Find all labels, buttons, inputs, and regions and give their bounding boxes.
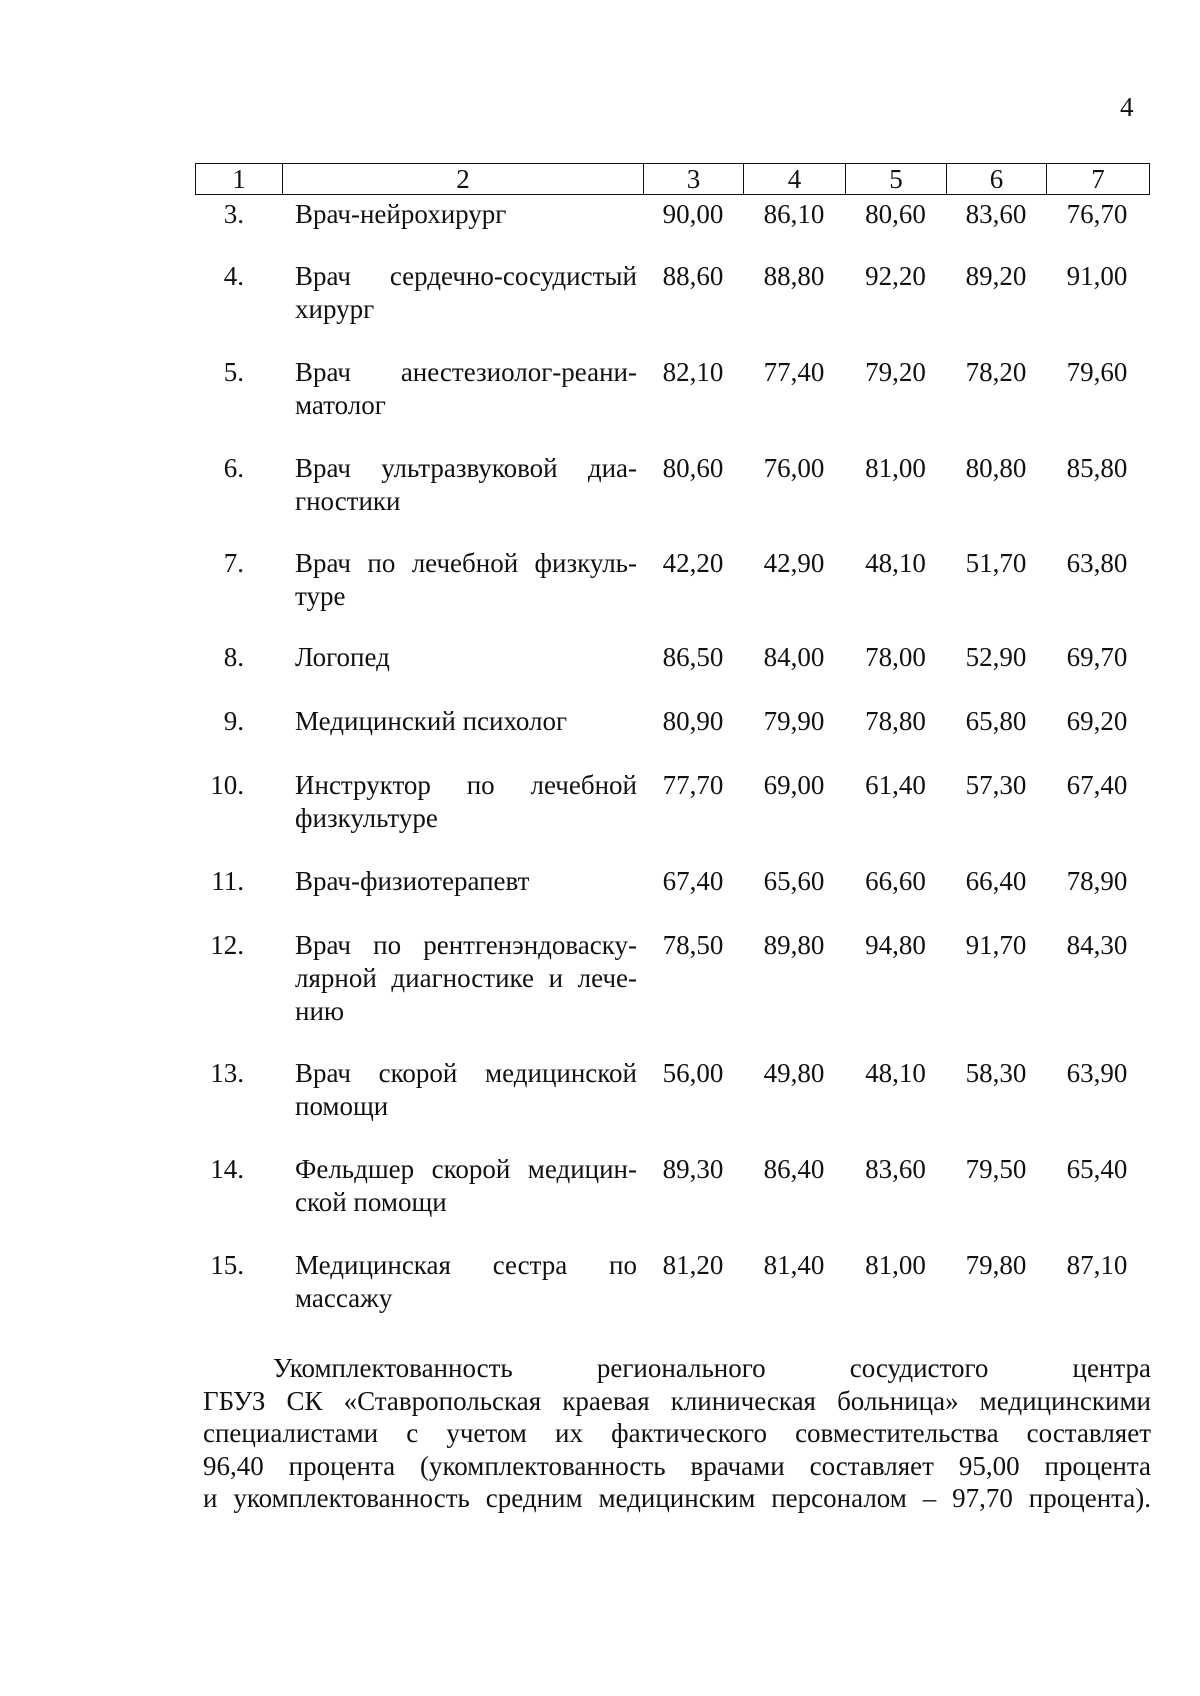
table-row	[195, 198, 1150, 231]
value-cell: 81,40	[763, 1250, 825, 1280]
value-cell: 61,40	[865, 770, 926, 800]
specialty-name-line: Врач-нейрохирург	[295, 199, 507, 229]
specialty-name-line: ской помощи	[295, 1187, 447, 1217]
value-cell: 69,70	[1066, 642, 1128, 672]
table-row	[195, 1249, 1150, 1315]
value-cell: 83,60	[965, 199, 1027, 229]
value-cell: 89,20	[965, 261, 1027, 291]
specialty-name-line: нию	[295, 996, 345, 1026]
value-cell: 78,20	[965, 357, 1027, 387]
value-cell: 91,00	[1066, 261, 1128, 291]
row-specialty-name	[282, 547, 643, 613]
header-cell: 4	[744, 164, 846, 194]
value-cell: 67,40	[662, 866, 724, 896]
row-specialty-name	[282, 452, 643, 518]
value-cell: 69,00	[763, 770, 825, 800]
table-row	[195, 260, 1150, 326]
value-cell: 77,40	[763, 357, 825, 387]
row-specialty-name	[282, 769, 643, 835]
value-cell: 65,80	[965, 706, 1027, 736]
paragraph-line: и укомплектованность средним медицинским персоналом – 97,70 процента).	[203, 1483, 1151, 1513]
table-row	[195, 356, 1150, 422]
value-cell: 63,90	[1066, 1058, 1128, 1088]
table-row	[195, 865, 1150, 898]
value-cell: 65,40	[1066, 1154, 1128, 1184]
row-number: 11.	[211, 866, 244, 896]
header-cell: 5	[846, 164, 947, 194]
value-cell: 85,80	[1066, 453, 1128, 483]
value-cell: 87,10	[1066, 1250, 1128, 1280]
specialty-name-line: Инструктор по лечебной	[295, 770, 637, 800]
header-cell: 3	[644, 164, 744, 194]
specialty-name-line: Врач по рентгенэндоваску-	[295, 930, 637, 960]
row-specialty-name	[282, 1249, 643, 1315]
value-cell: 81,00	[865, 1250, 926, 1280]
specialty-name-line: хирург	[295, 294, 375, 324]
value-cell: 79,90	[763, 706, 825, 736]
row-specialty-name	[282, 641, 643, 674]
specialty-name-line: Врач ультразвуковой диа-	[295, 453, 637, 483]
table-row	[195, 1057, 1150, 1123]
value-cell: 89,80	[763, 930, 825, 960]
value-cell: 78,90	[1066, 866, 1128, 896]
value-cell: 82,10	[662, 357, 724, 387]
value-cell: 76,00	[763, 453, 825, 483]
table-row	[195, 641, 1150, 674]
header-cell: 2	[283, 164, 644, 194]
row-number: 8.	[223, 642, 244, 672]
specialty-name-line: Врач скорой медицинской	[295, 1058, 637, 1088]
value-cell: 69,20	[1066, 706, 1128, 736]
row-number: 9.	[223, 706, 244, 736]
value-cell: 81,20	[662, 1250, 724, 1280]
value-cell: 83,60	[865, 1154, 926, 1184]
table-row	[195, 769, 1150, 835]
row-number: 15.	[210, 1250, 244, 1280]
paragraph-line: 96,40 процента (укомплектованность врачами составляет 95,00 процента	[203, 1450, 1151, 1481]
row-number: 6.	[223, 453, 244, 483]
row-specialty-name	[282, 865, 643, 898]
row-number: 10.	[210, 770, 244, 800]
value-cell: 63,80	[1066, 548, 1128, 578]
value-cell: 80,60	[865, 199, 926, 229]
value-cell: 86,10	[763, 199, 825, 229]
value-cell: 79,60	[1066, 357, 1128, 387]
row-number: 13.	[210, 1058, 244, 1088]
table-row	[195, 452, 1150, 518]
table-row	[195, 1153, 1150, 1219]
table-row	[195, 929, 1150, 1028]
row-specialty-name	[282, 198, 643, 231]
value-cell: 80,80	[965, 453, 1027, 483]
header-cell: 7	[1091, 164, 1105, 194]
value-cell: 92,20	[865, 261, 926, 291]
value-cell: 88,80	[763, 261, 825, 291]
specialty-name-line: Врач-физиотерапевт	[295, 866, 530, 896]
value-cell: 91,70	[965, 930, 1027, 960]
specialty-name-line: Фельдшер скорой медицин-	[295, 1154, 637, 1184]
row-specialty-name	[282, 1153, 643, 1219]
value-cell: 42,20	[662, 548, 724, 578]
value-cell: 78,50	[662, 930, 724, 960]
row-specialty-name	[282, 356, 643, 422]
value-cell: 76,70	[1066, 199, 1128, 229]
paragraph-line: специалистами с учетом их фактического совместительства составляет	[203, 1418, 1151, 1448]
specialty-name-line: матолог	[295, 390, 386, 420]
specialty-name-line: физкультуре	[295, 803, 438, 833]
value-cell: 48,10	[865, 1058, 926, 1088]
value-cell: 78,80	[865, 706, 926, 736]
specialty-name-line: Врач сердечно-сосудистый	[295, 261, 637, 291]
row-number: 14.	[210, 1154, 244, 1184]
header-cell: 1	[196, 164, 283, 194]
value-cell: 94,80	[865, 930, 926, 960]
specialty-name-line: Логопед	[295, 642, 390, 672]
value-cell: 49,80	[763, 1058, 825, 1088]
row-specialty-name	[282, 1057, 643, 1123]
value-cell: 66,60	[865, 866, 926, 896]
value-cell: 42,90	[763, 548, 825, 578]
value-cell: 78,00	[865, 642, 926, 672]
table-row	[195, 547, 1150, 613]
value-cell: 51,70	[965, 548, 1027, 578]
value-cell: 84,00	[763, 642, 825, 672]
specialty-name-line: помощи	[295, 1091, 389, 1121]
value-cell: 52,90	[965, 642, 1027, 672]
page-number: 4	[1120, 92, 1134, 122]
value-cell: 77,70	[662, 770, 724, 800]
value-cell: 88,60	[662, 261, 724, 291]
value-cell: 79,80	[965, 1250, 1027, 1280]
body-paragraph	[203, 1352, 1151, 1515]
value-cell: 84,30	[1066, 930, 1128, 960]
value-cell: 90,00	[662, 199, 724, 229]
header-cell: 6	[947, 164, 1047, 194]
paragraph-line: ГБУЗ СК «Ставропольская краевая клиническая больница» медицинскими	[203, 1385, 1151, 1416]
specialty-name-line: Врач анестезиолог-реани-	[295, 357, 637, 387]
paragraph-line: Укомплектованность регионального сосудистого центра	[273, 1353, 1151, 1383]
value-cell: 80,90	[662, 706, 724, 736]
specialty-name-line: лярной диагностике и лече-	[295, 963, 637, 993]
value-cell: 56,00	[662, 1058, 724, 1088]
row-specialty-name	[282, 260, 643, 326]
value-cell: 58,30	[965, 1058, 1027, 1088]
value-cell: 81,00	[865, 453, 926, 483]
specialty-name-line: туре	[295, 581, 346, 611]
row-specialty-name	[282, 705, 643, 738]
data-table	[195, 163, 1150, 1313]
specialty-name-line: Медицинский психолог	[295, 706, 568, 736]
value-cell: 67,40	[1066, 770, 1128, 800]
row-specialty-name	[282, 929, 643, 1028]
value-cell: 57,30	[965, 770, 1027, 800]
specialty-name-line: гностики	[295, 486, 401, 516]
specialty-name-line: Медицинская сестра по	[295, 1250, 637, 1280]
value-cell: 65,60	[763, 866, 825, 896]
value-cell: 86,50	[662, 642, 724, 672]
value-cell: 80,60	[662, 453, 724, 483]
row-number: 12.	[210, 930, 244, 960]
table-header-row	[195, 163, 1150, 195]
row-number: 5.	[223, 357, 244, 387]
value-cell: 79,50	[965, 1154, 1027, 1184]
value-cell: 48,10	[865, 548, 926, 578]
row-number: 4.	[223, 261, 244, 291]
specialty-name-line: массажу	[295, 1283, 393, 1313]
specialty-name-line: Врач по лечебной физкуль-	[295, 548, 637, 578]
table-row	[195, 705, 1150, 738]
row-number: 7.	[223, 548, 244, 578]
row-number: 3.	[223, 199, 244, 229]
value-cell: 79,20	[865, 357, 926, 387]
value-cell: 66,40	[965, 866, 1027, 896]
value-cell: 86,40	[763, 1154, 825, 1184]
value-cell: 89,30	[662, 1154, 724, 1184]
